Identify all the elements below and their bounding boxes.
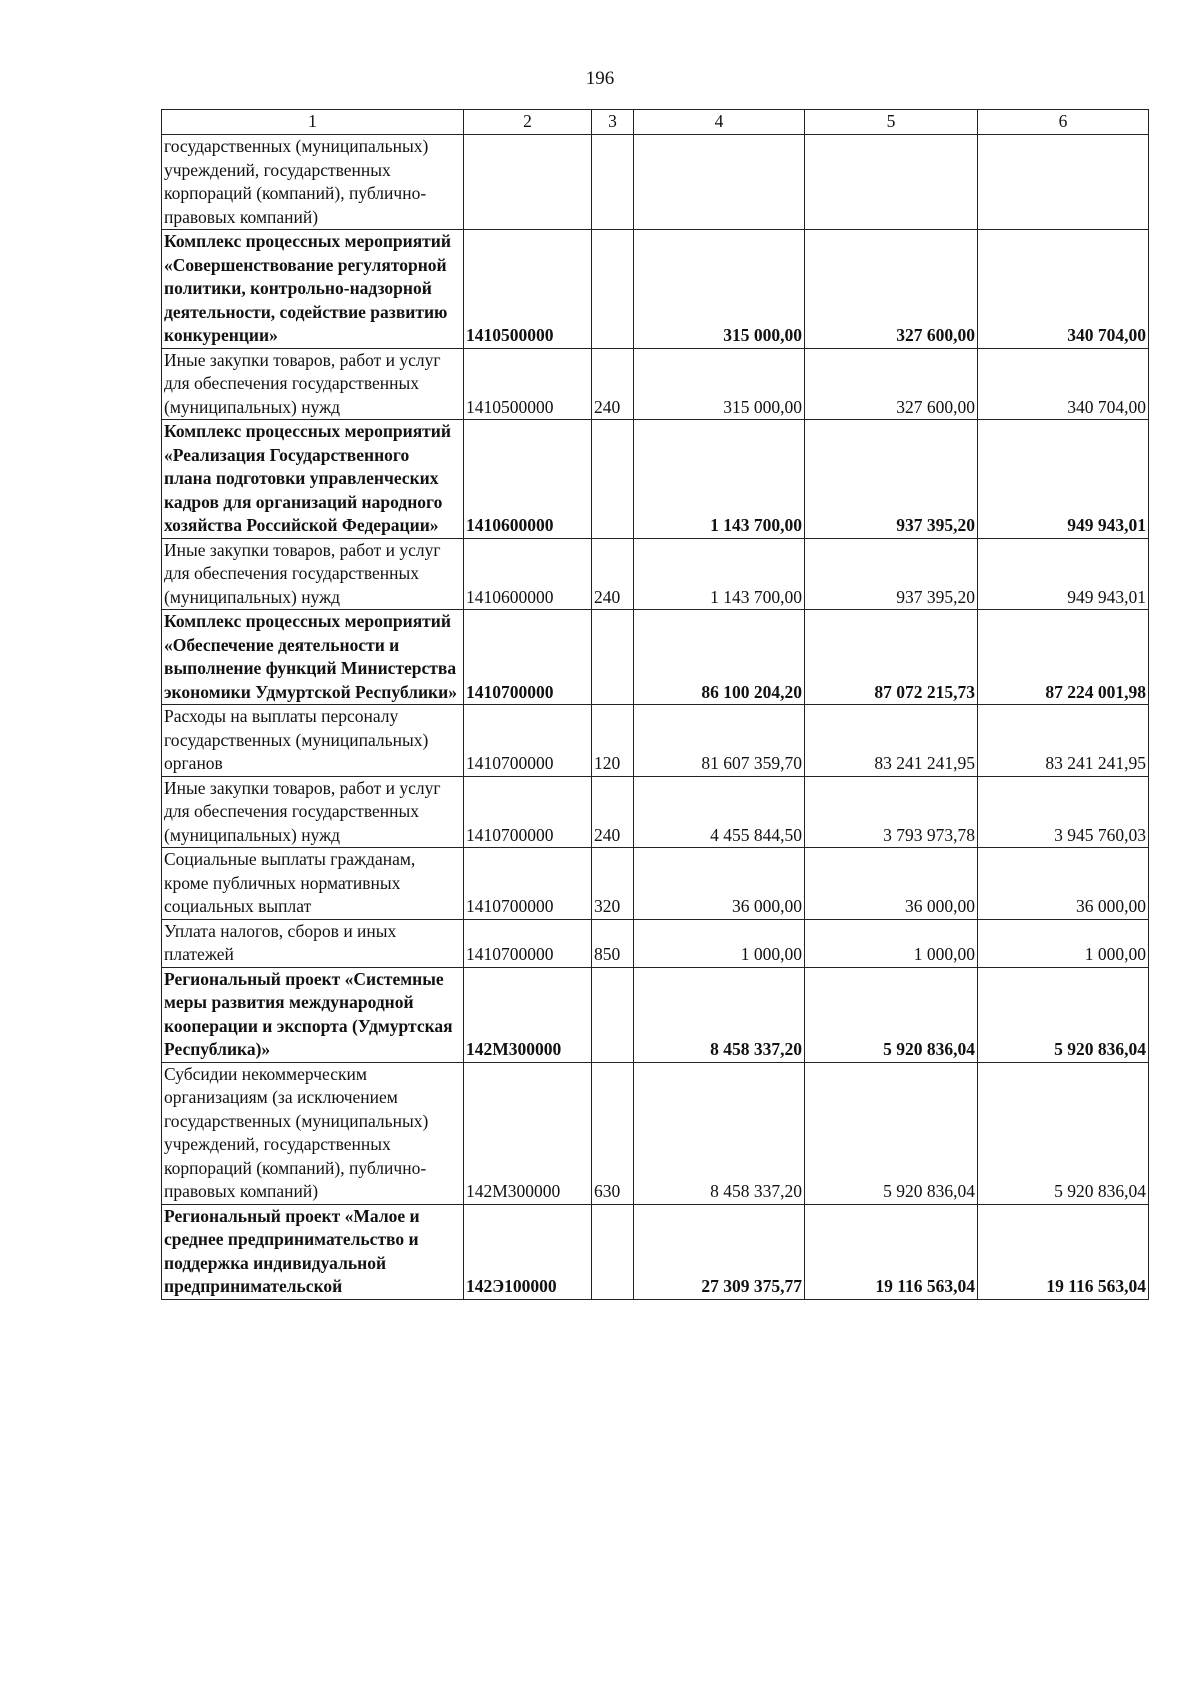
- item-name-cell: Иные закупки товаров, работ и услуг для обеспечения государственных (муниципальных) нужд: [162, 776, 464, 848]
- amount-col4-cell: 1 143 700,00: [634, 538, 805, 610]
- amount-col6-cell: 36 000,00: [978, 848, 1149, 920]
- expense-type-cell: 120: [592, 705, 634, 777]
- item-name-cell: Комплекс процессных мероприятий «Обеспечение деятельности и выполнение функций Министерства экономики Удмуртской Республики»: [162, 610, 464, 705]
- item-name-cell: Расходы на выплаты персоналу государственных (муниципальных) органов: [162, 705, 464, 777]
- target-code-cell: 142Э100000: [464, 1204, 592, 1299]
- amount-col5-cell: 327 600,00: [805, 348, 978, 420]
- target-code-cell: 1410700000: [464, 848, 592, 920]
- amount-col5-cell: 87 072 215,73: [805, 610, 978, 705]
- header-row: [162, 110, 1149, 135]
- amount-col6-cell: 19 116 563,04: [978, 1204, 1149, 1299]
- item-name-cell: Региональный проект «Малое и среднее предпринимательство и поддержка индивидуальной предпринимательской: [162, 1204, 464, 1299]
- table-row: [162, 1062, 1149, 1204]
- amount-col5-cell: 5 920 836,04: [805, 967, 978, 1062]
- target-code-cell: 142М300000: [464, 967, 592, 1062]
- expense-type-cell: 240: [592, 348, 634, 420]
- amount-col4-cell: 81 607 359,70: [634, 705, 805, 777]
- amount-col6-cell: [978, 135, 1149, 230]
- table-row: [162, 230, 1149, 349]
- table-row: [162, 135, 1149, 230]
- table-row: [162, 705, 1149, 777]
- amount-col4-cell: 4 455 844,50: [634, 776, 805, 848]
- amount-col5-cell: 83 241 241,95: [805, 705, 978, 777]
- amount-col6-cell: 949 943,01: [978, 420, 1149, 539]
- amount-col5-cell: 3 793 973,78: [805, 776, 978, 848]
- item-name-cell: Комплекс процессных мероприятий «Совершенствование регуляторной политики, контрольно-надзорной деятельности, содействие развитию конкуренции»: [162, 230, 464, 349]
- target-code-cell: 1410600000: [464, 420, 592, 539]
- table-body: [162, 135, 1149, 1300]
- amount-col4-cell: 86 100 204,20: [634, 610, 805, 705]
- amount-col5-cell: 937 395,20: [805, 538, 978, 610]
- amount-col6-cell: 5 920 836,04: [978, 1062, 1149, 1204]
- target-code-cell: 1410600000: [464, 538, 592, 610]
- amount-col6-cell: 340 704,00: [978, 230, 1149, 349]
- amount-col6-cell: 340 704,00: [978, 348, 1149, 420]
- amount-col4-cell: 27 309 375,77: [634, 1204, 805, 1299]
- amount-col5-cell: 327 600,00: [805, 230, 978, 349]
- budget-table: [161, 109, 1149, 1300]
- expense-type-cell: 240: [592, 776, 634, 848]
- target-code-cell: 1410700000: [464, 919, 592, 967]
- target-code-cell: 1410500000: [464, 348, 592, 420]
- target-code-cell: [464, 135, 592, 230]
- expense-type-cell: 630: [592, 1062, 634, 1204]
- expense-type-cell: [592, 967, 634, 1062]
- column-header: 6: [978, 110, 1149, 135]
- table-row: [162, 348, 1149, 420]
- table-row: [162, 848, 1149, 920]
- amount-col6-cell: 83 241 241,95: [978, 705, 1149, 777]
- amount-col4-cell: 1 143 700,00: [634, 420, 805, 539]
- expense-type-cell: [592, 420, 634, 539]
- amount-col4-cell: 315 000,00: [634, 230, 805, 349]
- table-row: [162, 776, 1149, 848]
- item-name-cell: Иные закупки товаров, работ и услуг для обеспечения государственных (муниципальных) нужд: [162, 538, 464, 610]
- column-header: 2: [464, 110, 592, 135]
- table-row: [162, 420, 1149, 539]
- item-name-cell: государственных (муниципальных) учреждений, государственных корпораций (компаний), публично-правовых компаний): [162, 135, 464, 230]
- expense-type-cell: [592, 610, 634, 705]
- column-header: 4: [634, 110, 805, 135]
- page-number: 196: [585, 68, 615, 89]
- target-code-cell: 1410700000: [464, 610, 592, 705]
- column-header: 3: [592, 110, 634, 135]
- amount-col6-cell: 949 943,01: [978, 538, 1149, 610]
- table-row: [162, 919, 1149, 967]
- amount-col5-cell: 36 000,00: [805, 848, 978, 920]
- amount-col5-cell: [805, 135, 978, 230]
- item-name-cell: Иные закупки товаров, работ и услуг для обеспечения государственных (муниципальных) нужд: [162, 348, 464, 420]
- expense-type-cell: 320: [592, 848, 634, 920]
- amount-col4-cell: 36 000,00: [634, 848, 805, 920]
- amount-col6-cell: 3 945 760,03: [978, 776, 1149, 848]
- table-row: [162, 1204, 1149, 1299]
- amount-col6-cell: 1 000,00: [978, 919, 1149, 967]
- expense-type-cell: [592, 1204, 634, 1299]
- amount-col4-cell: 8 458 337,20: [634, 1062, 805, 1204]
- table-row: [162, 967, 1149, 1062]
- item-name-cell: Субсидии некоммерческим организациям (за исключением государственных (муниципальных) учреждений, государственных корпораций (компаний), публично-правовых компаний): [162, 1062, 464, 1204]
- expense-type-cell: [592, 135, 634, 230]
- target-code-cell: 1410700000: [464, 705, 592, 777]
- expense-type-cell: [592, 230, 634, 349]
- item-name-cell: Комплекс процессных мероприятий «Реализация Государственного плана подготовки управленческих кадров для организаций народного хозяйства Российской Федерации»: [162, 420, 464, 539]
- expense-type-cell: 850: [592, 919, 634, 967]
- target-code-cell: 1410700000: [464, 776, 592, 848]
- table-row: [162, 610, 1149, 705]
- amount-col6-cell: 5 920 836,04: [978, 967, 1149, 1062]
- table-row: [162, 538, 1149, 610]
- amount-col5-cell: 1 000,00: [805, 919, 978, 967]
- column-header: 5: [805, 110, 978, 135]
- target-code-cell: 142М300000: [464, 1062, 592, 1204]
- target-code-cell: 1410500000: [464, 230, 592, 349]
- item-name-cell: Региональный проект «Системные меры развития международной кооперации и экспорта (Удмуртская Республика)»: [162, 967, 464, 1062]
- amount-col5-cell: 19 116 563,04: [805, 1204, 978, 1299]
- amount-col4-cell: 1 000,00: [634, 919, 805, 967]
- amount-col5-cell: 937 395,20: [805, 420, 978, 539]
- amount-col6-cell: 87 224 001,98: [978, 610, 1149, 705]
- column-header: 1: [162, 110, 464, 135]
- item-name-cell: Уплата налогов, сборов и иных платежей: [162, 919, 464, 967]
- item-name-cell: Социальные выплаты гражданам, кроме публичных нормативных социальных выплат: [162, 848, 464, 920]
- amount-col4-cell: [634, 135, 805, 230]
- amount-col5-cell: 5 920 836,04: [805, 1062, 978, 1204]
- expense-type-cell: 240: [592, 538, 634, 610]
- amount-col4-cell: 8 458 337,20: [634, 967, 805, 1062]
- amount-col4-cell: 315 000,00: [634, 348, 805, 420]
